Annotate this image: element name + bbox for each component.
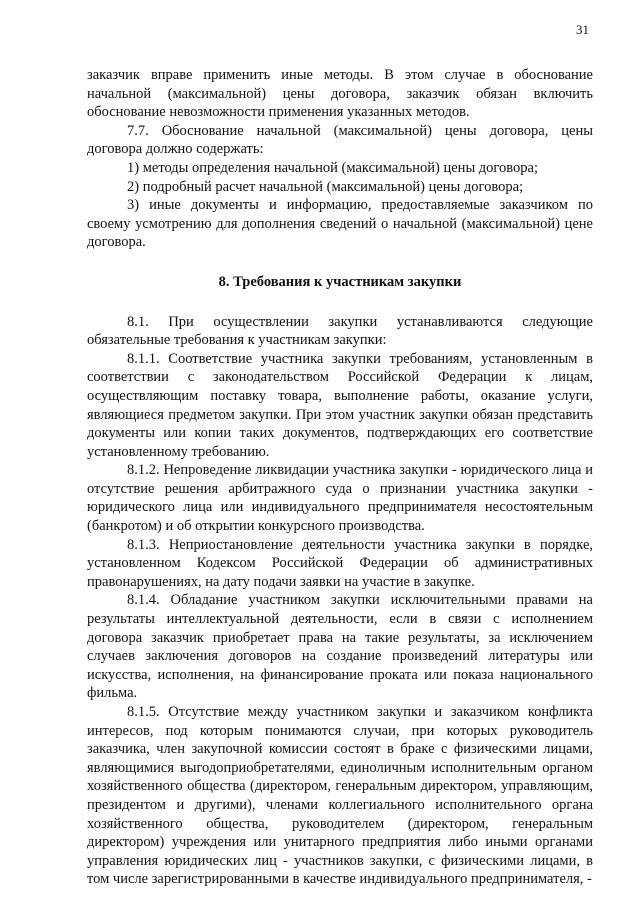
- paragraph: 8.1.4. Обладание участником закупки исключительными правами на результаты интеллектуальной деятельности, если в связи с исполнением договора заказчик приобретает права на такие результаты, за исключением случаев заключения договоров на создание произведений литературы или искусства, исполнения, на финансирование проката или показа национального фильма.: [87, 592, 593, 702]
- paragraph: 8.1.2. Непроведение ликвидации участника закупки - юридического лица и отсутствие решения арбитражного суда о признании участника закупки - юридического лица или индивидуального предпринимателя несостоятельным (банкротом) и об открытии конкурсного производства.: [87, 462, 593, 535]
- paragraph: 1) методы определения начальной (максимальной) цены договора;: [127, 159, 538, 176]
- section-8-body: [87, 313, 593, 889]
- paragraph: 2) подробный расчет начальной (максимальной) цены договора;: [127, 178, 524, 195]
- paragraph: 8.1.1. Соответствие участника закупки требованиям, установленным в соответствии с законодательством Российской Федерации к лицам, осуществляющим поставку товара, выполнение работы, оказание услуги, являющиеся предметом закупки. При этом участник закупки обязан представить документы или копии таких документов, подтверждающих его соответствие установленному требованию.: [87, 350, 593, 460]
- section-7-tail: [87, 66, 593, 252]
- paragraph: 8.1.5. Отсутствие между участником закупки и заказчиком конфликта интересов, под которым понимаются случаи, при которых руководитель заказчика, член закупочной комиссии состоят в браке с физическими лицами, являющимися выгодоприобретателями, единоличным исполнительным органом хозяйственного общества (директором, генеральным директором, управляющим, президентом и другими), членами коллегиального исполнительного органа хозяйственного общества, руководителем (директором, генеральным директором) учреждения или унитарного предприятия либо иными органами управления юридических лиц - участников закупки, с физическими лицами, в том числе зарегистрированными в качестве индивидуального предпринимателя, -: [87, 704, 593, 888]
- paragraph: 8.1. При осуществлении закупки устанавливаются следующие обязательные требования к участникам закупки:: [87, 313, 593, 349]
- document-body: [87, 66, 593, 889]
- section-title: 8. Требования к участникам закупки: [218, 273, 462, 290]
- paragraph: 7.7. Обоснование начальной (максимальной) цены договора, цены договора должно содержать:: [87, 122, 593, 158]
- paragraph: 8.1.3. Неприостановление деятельности участника закупки в порядке, установленном Кодексом Российской Федерации об административных правонарушениях, на дату подачи заявки на участие в закупке.: [87, 536, 593, 590]
- paragraph: заказчик вправе применить иные методы. В этом случае в обоснование начальной (максимальной) цены договора, заказчик обязан включить обоснование невозможности применения указанных методов.: [87, 67, 593, 121]
- page-number: 31: [576, 22, 589, 37]
- paragraph: 3) иные документы и информацию, предоставляемые заказчиком по своему усмотрению для дополнения сведений о начальной (максимальной) цене договора.: [87, 197, 593, 251]
